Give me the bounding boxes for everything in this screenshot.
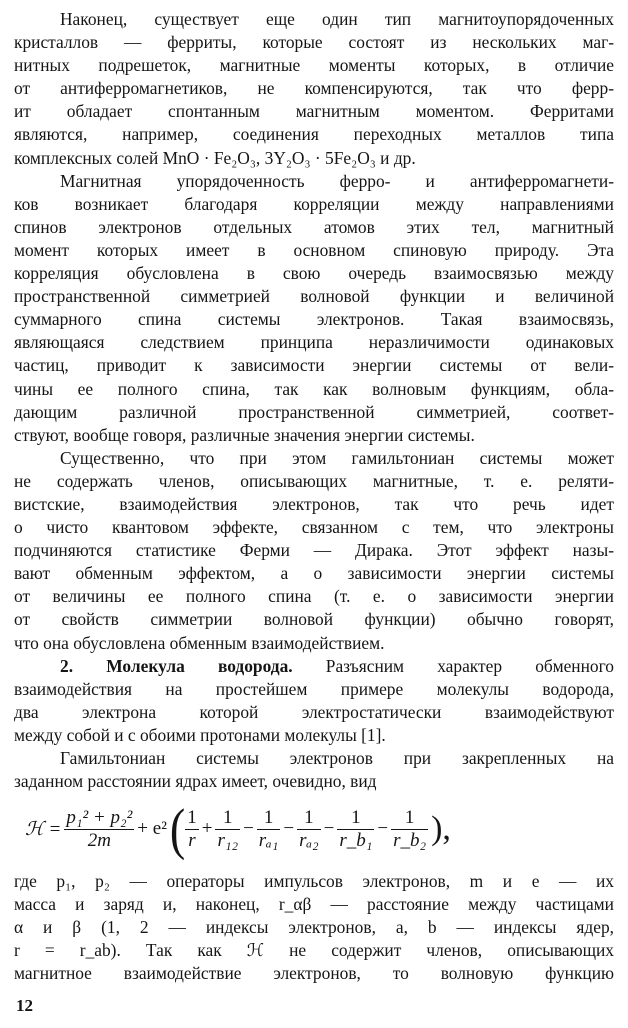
term-denominator: r (188, 829, 196, 851)
term-numerator: 1 (297, 807, 321, 830)
text-line: ствуют, вообще говоря, различные значения энергии системы. (14, 424, 475, 445)
kinetic-term (64, 807, 134, 852)
text-line: два электрона которой электростатически взаимодействуют (14, 701, 614, 722)
coulomb-term (297, 807, 321, 852)
text-line: момент которых имеет в основном спиновую природу. Эта (14, 239, 614, 260)
text-fragment: Разъясним характер обменного (292, 655, 614, 676)
text-line: Гамильтониан системы электронов при закрепленных на (60, 748, 614, 768)
text-line: r = r_ab). Так как ℋ не содержит членов, описывающих (14, 940, 614, 961)
text-line: α и β (1, 2 — индексы электронов, a, b — индексы ядер, (14, 917, 614, 938)
section-title: 2. Молекула водорода. (60, 655, 293, 676)
text-line: являющаяся следствием принципа неразличимости одинаковых (14, 332, 614, 353)
term-denominator: r₁₂ (217, 829, 239, 851)
operator: − (323, 818, 335, 839)
term-denominator: rₐ₁ (258, 829, 279, 851)
text-line: вают обменным эффектом, а о зависимости энергии системы (14, 563, 614, 584)
text-line: корреляция обусловлена в свою очередь взаимосвязью между (14, 263, 614, 284)
page-body (14, 8, 614, 793)
paragraph-magnetic-order (14, 170, 614, 447)
text-line: от антиферромагнетиков, не компенсируются, так что ферр- (14, 78, 614, 99)
paragraph-exchange-effect (14, 447, 614, 655)
text-line: от величины ее полного спина (т. е. о зависимости энергии (14, 586, 614, 607)
text-line: дающим различной пространственной симметрией, соответ- (14, 401, 614, 422)
text-line: частиц, приводит к зависимости энергии системы от вели- (14, 355, 614, 376)
text-line (14, 655, 614, 678)
operator: − (243, 818, 254, 839)
coulomb-term (391, 807, 428, 852)
text-line: спинов электронов отдельных атомов этих тел, магнитный (14, 216, 614, 237)
term-numerator: 1 (257, 807, 281, 830)
text-line: кристаллов — ферриты, которые состоят из нескольких маг- (14, 32, 614, 53)
coulomb-term (215, 807, 240, 852)
text-line: Наконец, существует еще один тип магнитоупорядоченных (60, 9, 614, 29)
text-line: суммарного спина системы электронов. Такая взаимосвязь, (14, 309, 614, 330)
text-line: Существенно, что при этом гамильтониан системы может (60, 447, 614, 468)
term-numerator: 1 (215, 807, 240, 830)
coulomb-term (337, 807, 374, 852)
page-body-continued (14, 870, 614, 985)
text-line: вистские, взаимодействия электронов, так что речь идет (14, 493, 614, 514)
formula-tail: ), (431, 810, 451, 847)
text-line: нитных подрешеток, магнитные моменты которых, в отличие (14, 55, 614, 76)
text-line: что она обусловлена обменным взаимодействием. (14, 632, 385, 653)
paragraph-notation (14, 870, 614, 985)
text-line: между собой и с обоими протонами молекулы [1]. (14, 724, 386, 745)
coulomb-term (257, 807, 281, 852)
text-line: комплексных солей MnO · Fe₂O₃, 3Y₂O₃ · 5Fe₂O₃ и др. (14, 147, 416, 168)
coulomb-term (185, 807, 199, 852)
hamiltonian-formula (22, 795, 612, 863)
kinetic-denominator: 2m (87, 829, 111, 851)
text-line: ит обладает спонтанным магнитным моментом. Ферритами (14, 101, 614, 122)
term-numerator: 1 (337, 807, 374, 830)
paragraph-hamiltonian (14, 747, 614, 793)
text-line: где p₁, p₂ — операторы импульсов электронов, m и e — их (14, 871, 614, 891)
text-line: взаимодействия на простейшем примере молекулы водорода, (14, 678, 614, 699)
paragraph-hydrogen (14, 655, 614, 747)
formula-lhs: ℋ = (25, 818, 62, 840)
text-line: не содержать членов, описывающих магнитные, т. е. реляти- (14, 470, 614, 491)
text-line: масса и заряд и, наконец, r_αβ — расстояние между частицами (14, 894, 614, 915)
term-denominator: r_b₂ (393, 829, 427, 851)
text-line: заданном расстоянии ядрах имеет, очевидно, вид (14, 771, 377, 792)
text-line: магнитное взаимодействие электронов, то волновую функцию (14, 963, 614, 984)
operator: − (283, 818, 295, 839)
charge-factor: + e² (137, 818, 167, 839)
text-line: от свойств симметрии волновой функции) обычно говорят, (14, 609, 614, 630)
kinetic-numerator: p₁² + p₂² (66, 806, 133, 828)
term-denominator: rₐ₂ (299, 829, 319, 851)
paragraph-ferrites (14, 8, 614, 170)
text-line: являются, например, соединения переходных металлов типа (14, 124, 614, 145)
operator: + (201, 818, 213, 839)
text-line: ков возникает благодаря корреляции между направлениями (14, 193, 614, 214)
term-numerator: 1 (187, 806, 197, 828)
text-line: Магнитная упорядоченность ферро- и антиферромагнети- (60, 170, 614, 191)
term-numerator: 1 (391, 807, 428, 830)
text-line: пространственной симметрией волновой функции и величиной (14, 286, 614, 307)
text-line: чины ее полного спина, так как волновым функциям, обла- (14, 378, 614, 399)
text-line: о чисто квантовом эффекте, связанном с тем, что электроны (14, 517, 614, 538)
text-line: подчиняются статистике Ферми — Дирака. Этот эффект назы- (14, 540, 614, 561)
left-paren: ( (169, 796, 186, 861)
operator: − (377, 818, 389, 839)
page-number: 12 (16, 996, 33, 1015)
term-denominator: r_b₁ (339, 829, 373, 851)
